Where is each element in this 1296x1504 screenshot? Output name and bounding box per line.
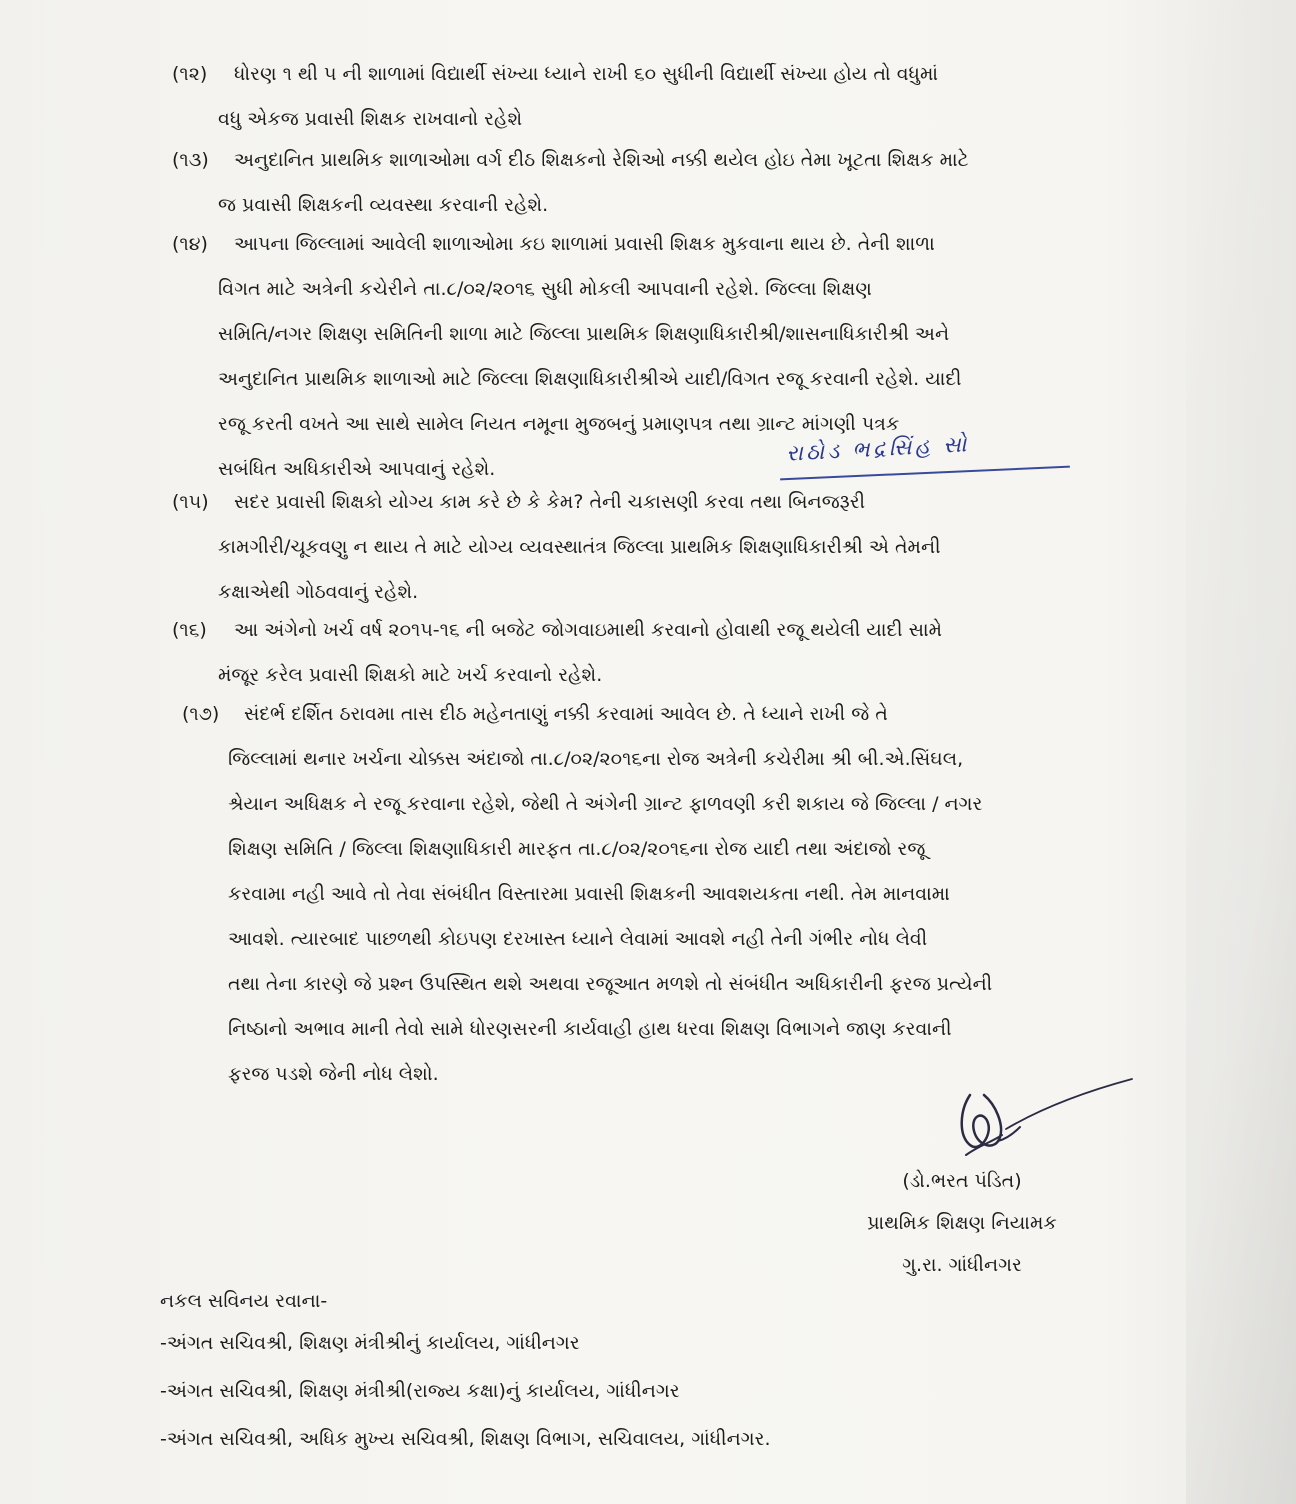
paragraph-line: વધુ એકજ પ્રવાસી શિક્ષક રાખવાનો રહેશે [218, 108, 523, 130]
paragraph-line: આવશે. ત્યારબાદ પાછળથી કોઇપણ દરખાસ્ત ધ્યાને લેવામાં આવશે નહી તેની ગંભીર નોધ લેવી [228, 928, 928, 950]
paragraph-line: રજૂ કરતી વખતે આ સાથે સામેલ નિયત નમૂના મુજબનું પ્રમાણપત્ર તથા ગ્રાન્ટ માંગણી પત્રક [218, 413, 900, 435]
paragraph-line: આ અંગેનો ખર્ચ વર્ષ ૨૦૧૫-૧૬ ની બજેટ જોગવાઇમાથી કરવાનો હોવાથી રજૂ થયેલી યાદી સામે [234, 619, 943, 641]
signatory-name: (ડો.ભરત પંડિત) [902, 1170, 1022, 1192]
paragraph-line: અનુદાનિત પ્રાથમિક શાળાઓ માટે જિલ્લા શિક્ષણાધિકારીશ્રીએ યાદી/વિગત રજૂ કરવાની રહેશે. યાદી [218, 368, 962, 390]
signature-image [940, 1065, 1140, 1175]
paragraph-line: શ્રેયાન અધિક્ષક ને રજૂ કરવાના રહેશે, જેથી તે અંગેની ગ્રાન્ટ ફાળવણી કરી શકાય જે જિલ્લા / નગર [228, 793, 983, 815]
paragraph-number: (૧૩) [172, 149, 209, 171]
paragraph-17 [182, 692, 1182, 1097]
paragraph-line: સદર પ્રવાસી શિક્ષકો યોગ્ય કામ કરે છે કે કેમ? તેની ચકાસણી કરવા તથા બિનજરૂરી [234, 491, 866, 513]
paragraph-line: સમિતિ/નગર શિક્ષણ સમિતિની શાળા માટે જિલ્લા પ્રાથમિક શિક્ષણાધિકારીશ્રી/શાસનાધિકારીશ્રી અને [218, 323, 950, 345]
paragraph-line: કરવામા નહી આવે તો તેવા સંબંધીત વિસ્તારમા પ્રવાસી શિક્ષકની આવશયકતા નથી. તેમ માનવામા [228, 883, 950, 905]
paragraph-line: જ પ્રવાસી શિક્ષકની વ્યવસ્થા કરવાની રહેશે. [218, 194, 549, 216]
paragraph-number: (૧૫) [172, 491, 209, 513]
paragraph-line: આપના જિલ્લામાં આવેલી શાળાઓમા કઇ શાળામાં પ્રવાસી શિક્ષક મુકવાના થાય છે. તેની શાળા [234, 233, 935, 255]
copy-to-item: -અંગત સચિવશ્રી, શિક્ષણ મંત્રીશ્રીનું કાર્યાલય, ગાંધીનગર [160, 1332, 580, 1354]
paragraph-15 [172, 480, 1172, 615]
paragraph-12 [172, 52, 1172, 142]
paragraph-line: ફરજ પડશે જેની નોધ લેશો. [228, 1063, 439, 1085]
paragraph-line: મંજૂર કરેલ પ્રવાસી શિક્ષકો માટે ખર્ચ કરવાનો રહેશે. [218, 664, 603, 686]
paragraph-number: (૧૪) [172, 233, 208, 255]
copy-to-item: -અંગત સચિવશ્રી, અધિક મુખ્ય સચિવશ્રી, શિક્ષણ વિભાગ, સચિવાલય, ગાંધીનગર. [160, 1428, 771, 1450]
paragraph-line: કક્ષાએથી ગોઠવવાનું રહેશે. [218, 581, 419, 603]
copy-to-title: નકલ સવિનય રવાના- [160, 1290, 328, 1312]
paragraph-line: કામગીરી/ચૂકવણુ ન થાય તે માટે યોગ્ય વ્યવસ્થાતંત્ર જિલ્લા પ્રાથમિક શિક્ષણાધિકારીશ્રી એ તેમની [218, 536, 941, 558]
paragraph-number: (૧૬) [172, 619, 207, 641]
paragraph-number: (૧૭) [182, 703, 220, 725]
paragraph-line: ધોરણ ૧ થી ૫ ની શાળામાં વિદ્યાર્થી સંખ્યા ધ્યાને રાખી ૬૦ સુધીની વિદ્યાર્થી સંખ્યા હોય તો વધુમાં [234, 63, 939, 85]
signatory-place: ગુ.રા. ગાંધીનગર [902, 1254, 1022, 1276]
paragraph-14 [172, 222, 1172, 492]
paragraph-line: સબંધિત અધિકારીએ આપવાનું રહેશે. [218, 458, 496, 480]
paragraph-number: (૧૨) [172, 63, 208, 85]
paragraph-line: જિલ્લામાં થનાર ખર્ચના ચોક્કસ અંદાજો તા.૮/૦૨/૨૦૧૬ના રોજ અત્રેની કચેરીમા શ્રી બી.એ.સિંઘલ, [228, 748, 964, 770]
paragraph-16 [172, 608, 1172, 698]
copy-to-item: -અંગત સચિવશ્રી, શિક્ષણ મંત્રીશ્રી(રાજ્ય કક્ષા)નું કાર્યાલય, ગાંધીનગર [160, 1380, 680, 1402]
paragraph-line: અનુદાનિત પ્રાથમિક શાળાઓમા વર્ગ દીઠ શિક્ષકનો રેશિઓ નક્કી થયેલ હોઇ તેમા ખૂટતા શિક્ષક માટે [234, 149, 969, 171]
paper-fold-shadow [1186, 0, 1296, 1504]
paragraph-line: નિષ્ઠાનો અભાવ માની તેવો સામે ધોરણસરની કાર્યવાહી હાથ ધરવા શિક્ષણ વિભાગને જાણ કરવાની [228, 1018, 952, 1040]
signatory-designation: પ્રાથમિક શિક્ષણ નિયામક [867, 1212, 1057, 1234]
paragraph-line: તથા તેના કારણે જે પ્રશ્ન ઉપસ્થિત થશે અથવા રજૂઆત મળશે તો સંબંધીત અધિકારીની ફરજ પ્રત્યેની [228, 973, 993, 995]
handwritten-note: રાઠોડ ભદ્રસિંહ સો [785, 432, 971, 467]
paragraph-line: વિગત માટે અત્રેની કચેરીને તા.૮/૦૨/૨૦૧૬ સુધી મોકલી આપવાની રહેશે. જિલ્લા શિક્ષણ [218, 278, 872, 300]
paragraph-13 [172, 138, 1172, 228]
paragraph-line: સંદર્ભ દર્શિત ઠરાવમા તાસ દીઠ મહેનતાણું નક્કી કરવામાં આવેલ છે. તે ધ્યાને રાખી જે તે [244, 703, 888, 725]
paragraph-line: શિક્ષણ સમિતિ / જિલ્લા શિક્ષણાધિકારી મારફત તા.૮/૦૨/૨૦૧૬ના રોજ યાદી તથા અંદાજો રજૂ [228, 838, 926, 860]
